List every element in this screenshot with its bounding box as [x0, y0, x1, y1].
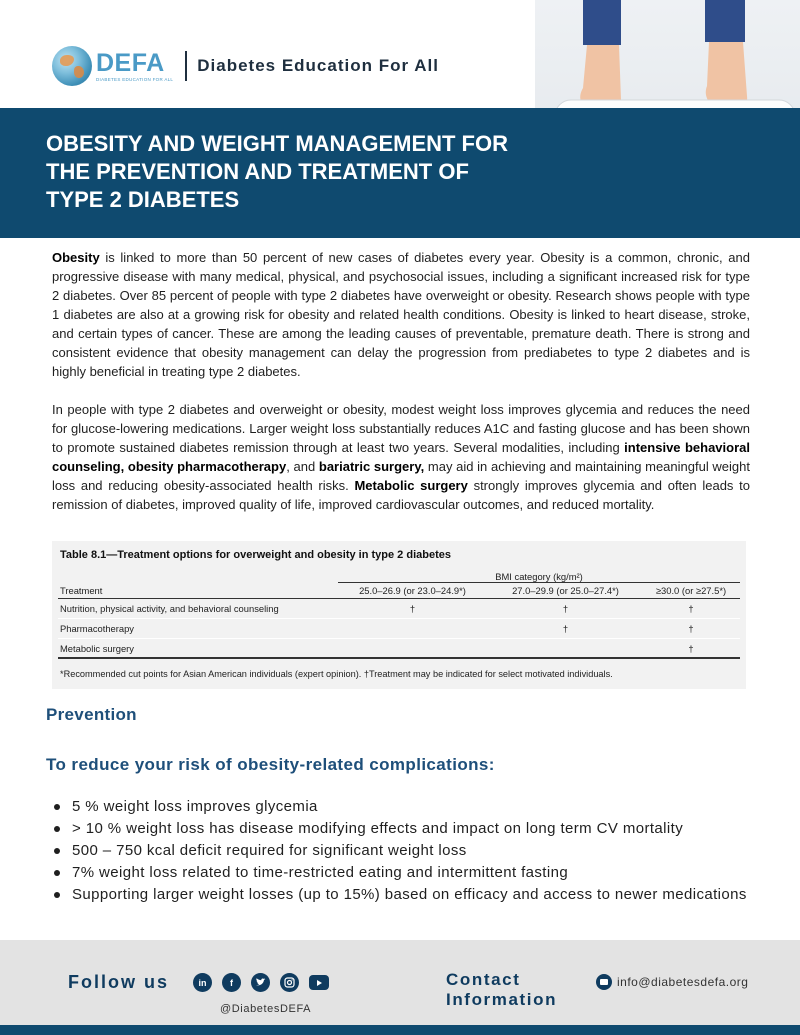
- table-cell: Nutrition, physical activity, and behavioral counseling: [60, 603, 279, 614]
- bullet-icon: [54, 848, 60, 854]
- twitter-icon[interactable]: [251, 973, 270, 992]
- bmi-category-header: BMI category (kg/m²): [495, 570, 583, 582]
- youtube-icon[interactable]: [309, 975, 329, 990]
- bold-term: intensive behavioral counseling, obesity pharmacotherapy: [52, 440, 750, 474]
- table-cell: †: [688, 603, 694, 614]
- logo-tagline: Diabetes Education For All: [197, 56, 439, 75]
- treatment-paragraph: [52, 400, 750, 514]
- list-item: [52, 796, 752, 818]
- list-item-text: 5 % weight loss improves glycemia: [72, 798, 318, 815]
- column-header: ≥30.0 (or ≥27.5*): [655, 585, 727, 596]
- list-item: [52, 884, 752, 906]
- social-links: [193, 973, 329, 992]
- intro-paragraph: [52, 248, 750, 381]
- intro-text: is linked to more than 50 percent of new cases of diabetes every year. Obesity is a common, chronic, and progressive disease with many medical, physical, and psychosocial issues, including a significant increased risk for type 2 diabetes. Over 85 percent of people with type 2 diabetes have overweight or obesity. Research shows people with type 1 diabetes are also at a growing risk for obesity and related health conditions. Obesity is linked to heart disease, stroke, and certain types of cancer. These are among the leading causes of preventable, premature death. There is strong and consistent evidence that obesity management can delay the progression from prediabetes to type 2 diabetes and is highly beneficial in treating type 2 diabetes.: [52, 250, 750, 379]
- bullet-icon: [54, 870, 60, 876]
- bullet-icon: [54, 826, 60, 832]
- table-row: [58, 599, 740, 619]
- table-cell: †: [409, 603, 416, 614]
- text-segment: , and: [286, 459, 319, 474]
- table-footnote: *Recommended cut points for Asian American individuals (expert opinion). †Treatment may be indicated for select motivated individuals.: [60, 669, 613, 679]
- bullet-icon: [54, 804, 60, 810]
- list-item: [52, 818, 752, 840]
- prevention-heading: Prevention: [46, 705, 137, 724]
- footer: [0, 940, 800, 1025]
- page-title: OBESITY AND WEIGHT MANAGEMENT FOR THE PREVENTION AND TREATMENT OF TYPE 2 DIABETES: [46, 131, 508, 212]
- defa-logo: [52, 46, 439, 86]
- list-item-text: 500 – 750 kcal deficit required for significant weight loss: [72, 842, 467, 859]
- text-segment: In people with type 2 diabetes and overweight or obesity, modest weight loss improves glycemia and reduces the need for glucose-lowering medications. Larger weight loss substantially reduces A1C and fasting glucose and has been shown to promote sustained diabetes remission through at least two years. Several modalities, including: [52, 402, 750, 455]
- table-bmi-header-row: [58, 569, 740, 583]
- prevention-list: [52, 796, 752, 906]
- linkedin-icon[interactable]: in: [193, 973, 212, 992]
- footer-bar: [0, 1025, 800, 1035]
- table-cell: Pharmacotherapy: [60, 623, 134, 634]
- title-band: [0, 108, 800, 238]
- table-title: Table 8.1—Treatment options for overweight and obesity in type 2 diabetes: [60, 549, 451, 561]
- contact-information-label: Contact Information: [446, 970, 558, 1009]
- table-cell: †: [562, 603, 569, 614]
- column-header: 25.0–26.9 (or 23.0–24.9*): [359, 585, 466, 596]
- list-item-text: 7% weight loss related to time-restricted eating and intermittent fasting: [72, 864, 569, 881]
- list-item-text: > 10 % weight loss has disease modifying effects and impact on long term CV mortality: [72, 820, 684, 837]
- table-cell: †: [562, 623, 569, 634]
- table-header-row: [58, 583, 740, 599]
- mail-icon: [596, 974, 612, 990]
- reduce-risk-heading: To reduce your risk of obesity-related complications:: [46, 755, 495, 774]
- table-cell: †: [688, 623, 694, 634]
- column-header: Treatment: [60, 585, 103, 596]
- text-segment: may aid in achieving and maintaining meaningful weight loss and reducing obesity-associated health risks.: [52, 459, 750, 493]
- bold-term: bariatric surgery,: [318, 459, 425, 474]
- table-cell: †: [688, 642, 694, 654]
- list-item: [52, 840, 752, 862]
- facebook-icon[interactable]: f: [222, 973, 241, 992]
- table-row: [58, 639, 740, 659]
- logo-subtitle: DIABETES EDUCATION FOR ALL: [96, 76, 174, 82]
- text-segment: strongly improves glycemia and often leads to remission of diabetes, improved quality of life, improved cardiovascular outcomes, and reduced mortality.: [52, 478, 751, 512]
- social-handle[interactable]: @DiabetesDEFA: [220, 1003, 312, 1015]
- email-contact[interactable]: [596, 974, 748, 990]
- email-link[interactable]: info@diabetesdefa.org: [617, 975, 749, 989]
- treatment-table: [52, 541, 746, 689]
- list-item-text: Supporting larger weight losses (up to 15%) based on efficacy and access to newer medications: [72, 886, 747, 903]
- table-row: [58, 619, 740, 639]
- column-header: 27.0–29.9 (or 25.0–27.4*): [512, 585, 619, 596]
- logo-name: DEFA: [96, 48, 165, 77]
- list-item: [52, 862, 752, 884]
- bullet-icon: [54, 892, 60, 898]
- bold-term: Metabolic surgery: [354, 478, 468, 493]
- logo-divider: [185, 51, 187, 81]
- table-cell: Metabolic surgery: [60, 642, 134, 654]
- globe-icon: [52, 46, 92, 86]
- follow-us-label: Follow us: [68, 972, 169, 992]
- obesity-term: Obesity: [52, 250, 100, 265]
- instagram-icon[interactable]: [280, 973, 299, 992]
